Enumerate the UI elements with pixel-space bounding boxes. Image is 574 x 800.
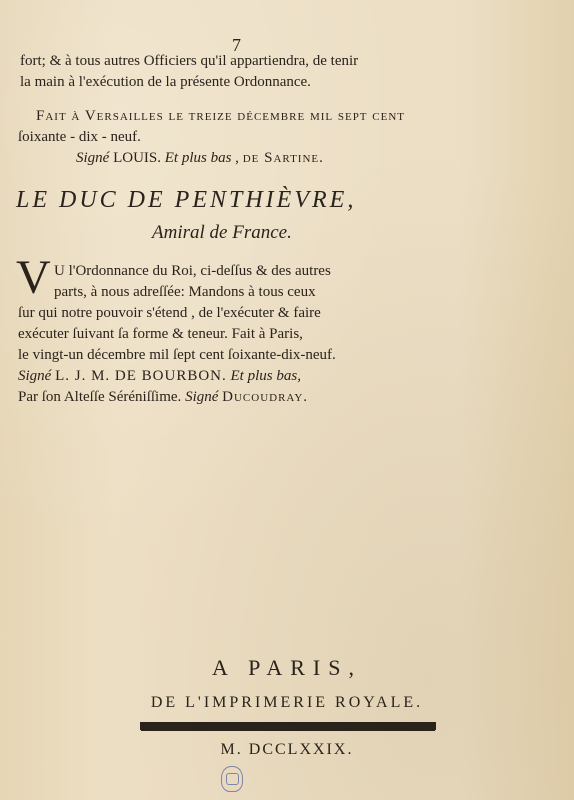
signoff-line-3 [76,149,324,167]
paragraph-line-3: ſur qui notre pouvoir s'étend , de l'exécuter & faire [18,305,321,321]
page-number: 7 [232,35,241,55]
et-plus-bas-label: Et plus bas , [164,150,239,166]
signatory-sartine: de Sartine. [242,150,324,166]
signoff-text: Fait à Verſailles le treize décembre mil ſept cent [36,108,405,124]
continuation-line-2: la main à l'exécution de la présente Ordonnance. [20,74,311,90]
library-stamp-icon [221,766,243,792]
paragraph-line-1: U l'Ordonnance du Roi, ci-deſſus & des autres [54,263,331,279]
signe-label-3: Signé [185,389,219,405]
signatory-louis: LOUIS. [113,150,161,166]
paragraph-line-2-text: parts, à nous adreſſée: Mandons à tous ceux [54,284,316,300]
signe-label: Signé [76,150,110,166]
imprint-city: A PARIS, [211,655,362,680]
paragraph-line-2 [54,283,316,301]
signe-label-2: Signé [18,368,52,384]
ornamental-rule [140,722,436,730]
signoff-line-2: ſoixante - dix - neuf. [18,129,141,145]
paragraph-line-7 [18,388,308,406]
et-plus-bas-label-2: Et plus bas, [230,368,301,384]
imprint-press: DE L'IMPRIMERIE ROYALE. [150,694,424,711]
paragraph-line-4: exécuter ſuivant ſa forme & teneur. Fait à Paris, [18,326,303,342]
altesse-text: Par ſon Alteſſe Séréniſſime. [18,389,182,405]
section-heading: LE DUC DE PENTHIÈVRE, [16,187,357,213]
paragraph-line-5: le vingt-un décembre mil ſept cent ſoixante-dix-neuf. [18,347,336,363]
section-subheading: Amiral de France. [152,222,292,243]
signoff-line-1 [36,107,405,125]
signatory-ducoudray: Ducoudray. [222,389,309,405]
signatory-bourbon: L. J. M. DE BOURBON. [55,368,227,384]
drop-capital: V [16,251,51,304]
imprint-date: M. DCCLXXIX. [220,741,354,758]
paragraph-line-6 [18,367,301,385]
continuation-line-1: fort; & à tous autres Officiers qu'il appartiendra, de tenir [20,53,359,69]
